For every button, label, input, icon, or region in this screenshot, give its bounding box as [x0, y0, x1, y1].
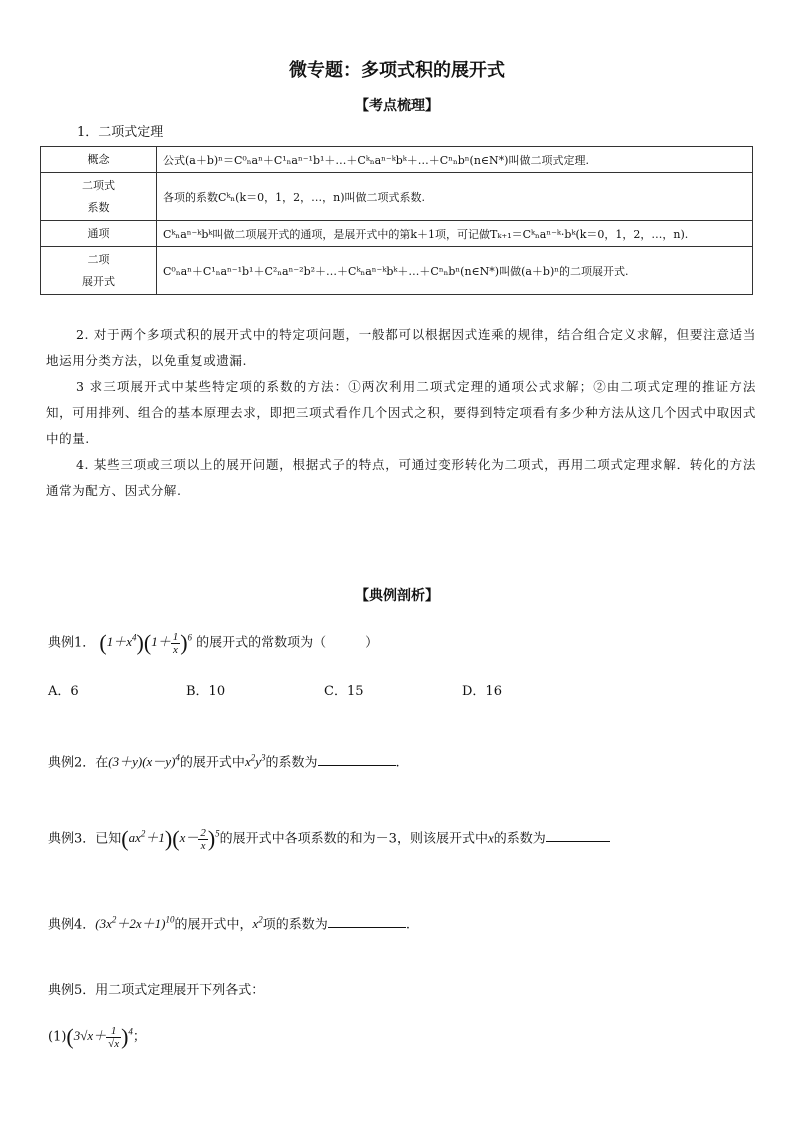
table-label: 概念 [41, 147, 157, 173]
table-content: Cᵏₙaⁿ⁻ᵏbᵏ叫做二项展开式的通项，是展开式中的第k＋1项，可记做Tₖ₊₁＝Cᵏₙaⁿ⁻ᵏ·bᵏ(k＝0，1，2，…，n). [157, 221, 753, 247]
section-heading-points: 【考点梳理】 [355, 98, 439, 114]
notes-paragraphs [46, 322, 756, 504]
example-4-suffix: 项的系数为 [262, 917, 328, 933]
answer-blank[interactable] [318, 753, 396, 766]
example-5-part-1 [48, 1022, 146, 1050]
answer-blank[interactable] [328, 915, 406, 928]
example-5-1-prefix: (1) [48, 1029, 67, 1045]
table-label: 通项 [41, 221, 157, 247]
example-4-mid: 的展开式中， [174, 917, 253, 933]
example-2-suffix: 的系数为 [265, 755, 318, 771]
example-5: 典例5．用二项式定理展开下列各式： [48, 983, 265, 998]
note-paragraph-4: 4. 某些三项或三项以上的展开问题，根据式子的特点，可通过变形转化为二项式，再用二项式定理求解．转化的方法通常为配方、因式分解. [46, 457, 756, 498]
label-line: 展开式 [82, 274, 115, 288]
example-4-prefix: 典例4． [48, 917, 96, 933]
table-row [41, 247, 753, 295]
label-line: 二项式 [82, 178, 115, 192]
option-c[interactable]: C．15 [324, 684, 364, 699]
example-5-1-formula: (3√x＋ $\frac{1}{√x}$ )$^4$ [66, 1024, 133, 1050]
option-a[interactable]: A．6 [48, 684, 79, 699]
table-row [41, 147, 753, 173]
example-1 [48, 628, 378, 656]
note-paragraph-3: 3 求三项展开式中某些特定项的系数的方法：①两次利用二项式定理的通项公式求解；②由二项式定理的推证方法知，可用排列、组合的基本原理去求，即把三项式看作几个因式之积，要得到特定项看有多少种方法从这几个因式中取因式中的量. [46, 379, 756, 446]
example-2 [48, 748, 400, 773]
table-row [41, 221, 753, 247]
example-4-end: . [405, 917, 410, 933]
table-label [41, 247, 157, 295]
item-1-heading: 1．二项式定理 [77, 125, 164, 140]
option-b[interactable]: B．10 [186, 684, 226, 699]
answer-blank[interactable] [546, 829, 610, 842]
example-3-mid: 的展开式中各项系数的和为－3，则该展开式中 [219, 831, 488, 847]
example-1-prefix: 典例1． [48, 635, 96, 651]
table-content: 各项的系数Cᵏₙ(k＝0，1，2，…，n)叫做二项式系数. [157, 173, 753, 221]
example-3-suffix: 的系数为 [493, 831, 546, 847]
page-title: 微专题：多项式积的展开式 [289, 60, 505, 81]
label-line: 二项 [87, 252, 110, 266]
example-2-prefix: 典例2．在 [48, 755, 109, 771]
option-d[interactable]: D．16 [462, 684, 502, 699]
example-4-formula: $(3x^2+2x+1)^{10}$ [95, 915, 175, 932]
example-2-formula: $(3+y)(x-y)^4$ [108, 753, 180, 770]
table-row [41, 173, 753, 221]
example-3-prefix: 典例3．已知 [48, 831, 122, 847]
section-heading-examples: 【典例剖析】 [355, 588, 439, 604]
example-4 [48, 910, 410, 935]
example-5-1-end: ； [132, 1029, 146, 1045]
example-3-formula: $(ax^2+1)(x-$ $\frac{2}{x}$ )$^5$ [121, 826, 220, 852]
note-paragraph-2: 2. 对于两个多项式积的展开式中的特定项问题，一般都可以根据因式连乘的规律，结合组合定义求解，但要注意适当地运用分类方法，以免重复或遗漏. [46, 327, 756, 368]
example-4-term: $x^2$ [252, 915, 263, 932]
table-label [41, 173, 157, 221]
table-content: C⁰ₙaⁿ＋C¹ₙaⁿ⁻¹b¹＋C²ₙaⁿ⁻²b²＋…＋Cᵏₙaⁿ⁻ᵏbᵏ＋…＋Cⁿₙbⁿ(n∈N*)叫做(a＋b)ⁿ的二项展开式. [157, 247, 753, 295]
example-2-term: $x^2y^3$ [244, 753, 266, 770]
example-3 [48, 824, 610, 852]
table-content: 公式(a＋b)ⁿ＝C⁰ₙaⁿ＋C¹ₙaⁿ⁻¹b¹＋…＋Cᵏₙaⁿ⁻ᵏbᵏ＋…＋Cⁿₙbⁿ(n∈N*)叫做二项式定理. [157, 147, 753, 173]
binomial-theorem-table [40, 146, 753, 295]
example-1-formula: $(1+x^4)(1+$ $\frac{1}{x}$ )$^6$ [99, 630, 193, 656]
label-line: 系数 [87, 200, 110, 214]
example-3-var: x [487, 830, 494, 846]
example-1-suffix: 的展开式的常数项为（ ） [196, 635, 379, 651]
example-2-end: . [395, 755, 400, 771]
example-2-mid: 的展开式中 [179, 755, 245, 771]
